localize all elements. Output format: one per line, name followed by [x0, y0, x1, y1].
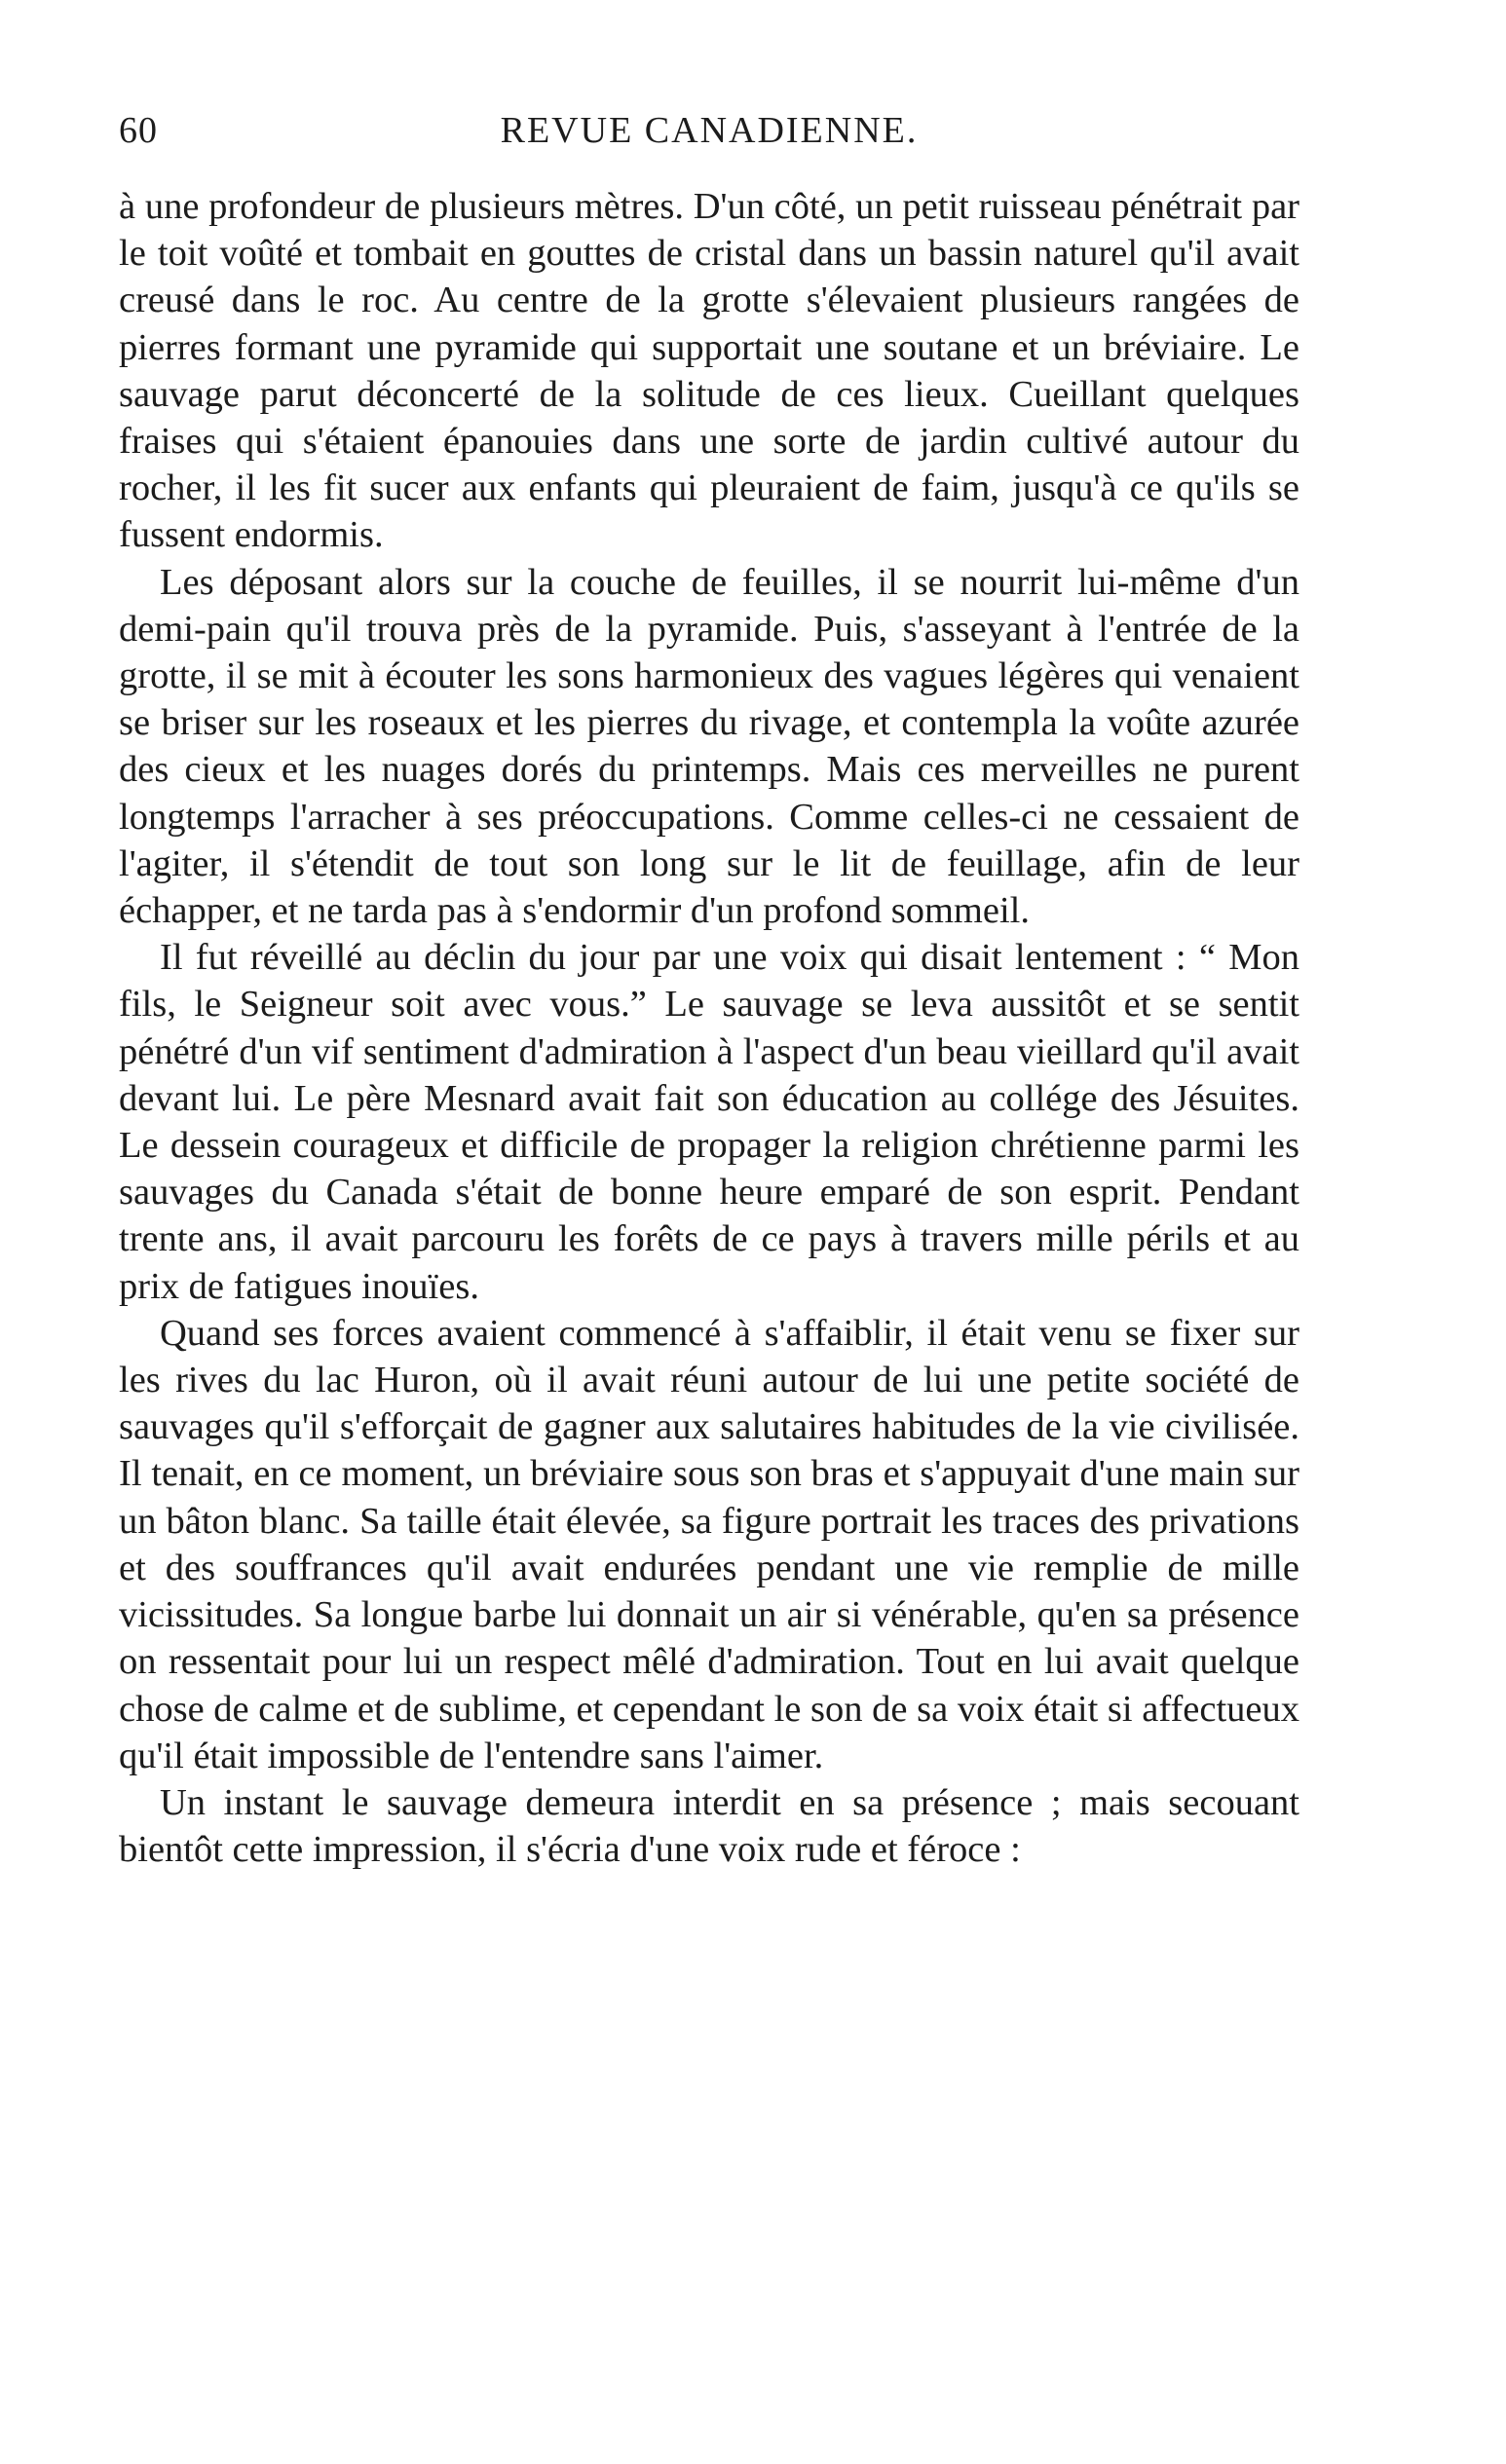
journal-title: REVUE CANADIENNE.: [500, 110, 919, 151]
paragraph: Les déposant alors sur la couche de feuilles, il se nourrit lui-même d'un demi-pain qu'il trouva près de la pyramide. Puis, s'asseyant à l'entrée de la grotte, il se mit à écouter les sons harmonieux des vagues légères qui venaient se briser sur les roseaux et les pierres du rivage, et contempla la voûte azurée des cieux et les nuages dorés du printemps. Mais ces merveilles ne purent longtemps l'arracher à ses préoccupations. Comme celles-ci ne cessaient de l'agiter, il s'étendit de tout son long sur le lit de feuillage, afin de leur échapper, et ne tarda pas à s'endormir d'un profond sommeil.: [119, 561, 1299, 932]
page-number: 60: [119, 110, 158, 151]
running-head: [119, 109, 1299, 158]
paragraph: Il fut réveillé au déclin du jour par une voix qui disait lentement : “ Mon fils, le Seigneur soit avec vous.” Le sauvage se leva aussitôt et se sentit pénétré d'un vif sentiment d'admiration à l'aspect d'un beau vieillard qu'il avait devant lui. Le père Mesnard avait fait son éducation au collége des Jésuites. Le dessein courageux et difficile de propager la religion chrétienne parmi les sauvages du Canada s'était de bonne heure emparé de son esprit. Pendant trente ans, il avait parcouru les forêts de ce pays à travers mille périls et au prix de fatigues inouïes.: [119, 937, 1299, 1307]
article-body: [119, 183, 1299, 1873]
paragraph: Quand ses forces avaient commencé à s'affaiblir, il était venu se fixer sur les rives du lac Huron, où il avait réuni autour de lui une petite société de sauvages qu'il s'efforçait de gagner aux salutaires habitudes de la vie civilisée. Il tenait, en ce moment, un bréviaire sous son bras et s'appuyait d'une main sur un bâton blanc. Sa taille était élevée, sa figure portrait les traces des privations et des souffrances qu'il avait endurées pendant une vie remplie de mille vicissitudes. Sa longue barbe lui donnait un air si vénérable, qu'en sa présence on ressentait pour lui un respect mêlé d'admiration. Tout en lui avait quelque chose de calme et de sublime, et cependant le son de sa voix était si affectueux qu'il était impossible de l'entendre sans l'aimer.: [119, 1312, 1299, 1776]
paragraph-continued: à une profondeur de plusieurs mètres. D'un côté, un petit ruisseau pénétrait par le toit voûté et tombait en gouttes de cristal dans un bassin naturel qu'il avait creusé dans le roc. Au centre de la grotte s'élevaient plusieurs rangées de pierres formant une pyramide qui supportait une soutane et un bréviaire. Le sauvage parut déconcerté de la solitude de ces lieux. Cueillant quelques fraises qui s'étaient épanouies dans une sorte de jardin cultivé autour du rocher, il les fit sucer aux enfants qui pleuraient de faim, jusqu'à ce qu'ils se fussent endormis.: [119, 186, 1299, 556]
page: [119, 109, 1299, 1873]
paragraph: Un instant le sauvage demeura interdit en sa présence ; mais secouant bientôt cette impression, il s'écria d'une voix rude et féroce :: [119, 1781, 1299, 1871]
